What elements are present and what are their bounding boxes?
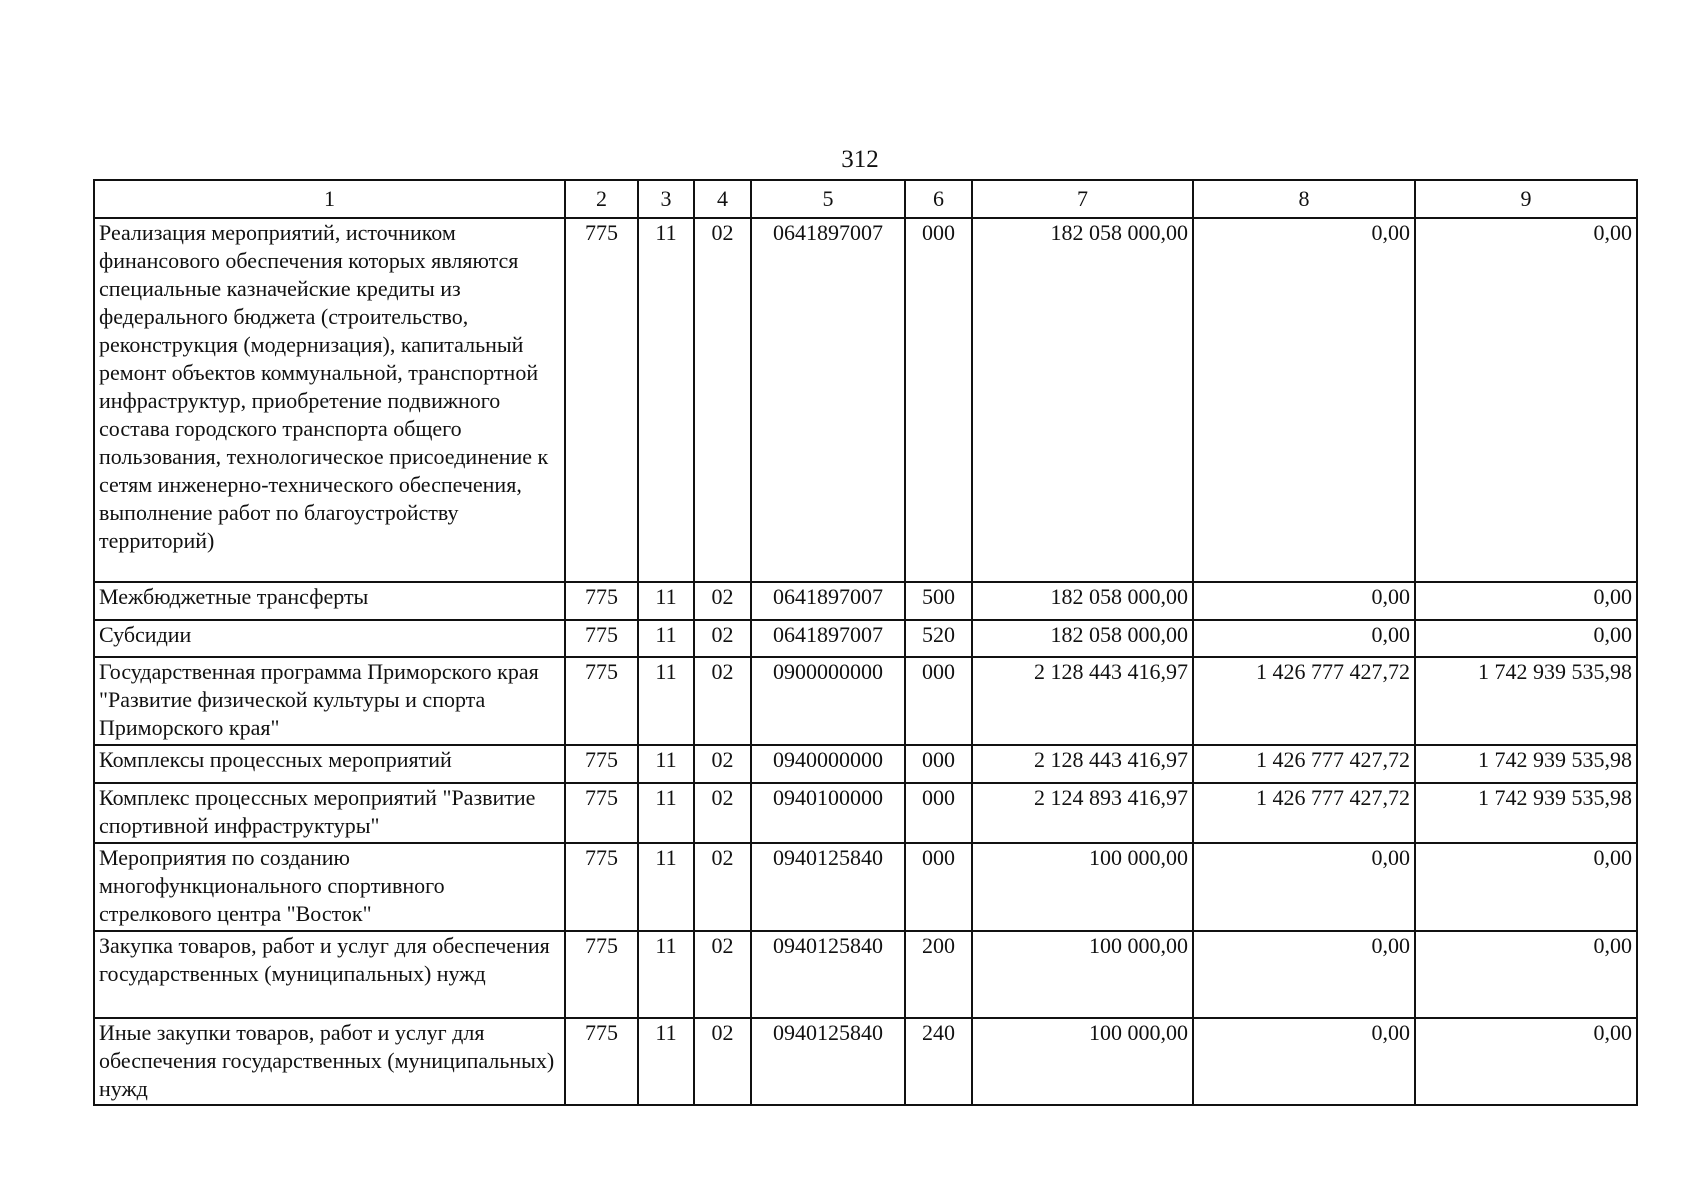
amount-col-8: 0,00 — [1193, 843, 1415, 931]
column-header-2: 2 — [565, 180, 638, 218]
code-section: 11 — [638, 745, 694, 783]
code-target-article: 0641897007 — [751, 218, 905, 582]
code-section: 11 — [638, 843, 694, 931]
table-row — [94, 657, 1637, 745]
code-ministry: 775 — [565, 218, 638, 582]
table-row — [94, 931, 1637, 1018]
code-subsection: 02 — [694, 783, 751, 843]
page-number: 312 — [841, 146, 879, 173]
amount-col-9: 1 742 939 535,98 — [1415, 783, 1637, 843]
column-header-4: 4 — [694, 180, 751, 218]
code-subsection: 02 — [694, 745, 751, 783]
code-subsection: 02 — [694, 657, 751, 745]
amount-col-9: 0,00 — [1415, 582, 1637, 620]
code-expense-type: 200 — [905, 931, 972, 1018]
table-row — [94, 218, 1637, 582]
amount-col-8: 1 426 777 427,72 — [1193, 745, 1415, 783]
amount-col-9: 0,00 — [1415, 218, 1637, 582]
code-section: 11 — [638, 1018, 694, 1105]
column-header-1: 1 — [94, 180, 565, 218]
code-ministry: 775 — [565, 745, 638, 783]
code-subsection: 02 — [694, 218, 751, 582]
column-header-7: 7 — [972, 180, 1193, 218]
code-section: 11 — [638, 657, 694, 745]
table-row — [94, 843, 1637, 931]
code-target-article: 0940125840 — [751, 843, 905, 931]
row-name: Мероприятия по созданию многофункционального спортивного стрелкового центра "Восток" — [94, 843, 565, 931]
column-header-3: 3 — [638, 180, 694, 218]
code-target-article: 0940000000 — [751, 745, 905, 783]
code-target-article: 0940125840 — [751, 1018, 905, 1105]
amount-col-9: 0,00 — [1415, 931, 1637, 1018]
amount-col-7: 100 000,00 — [972, 1018, 1193, 1105]
code-ministry: 775 — [565, 582, 638, 620]
amount-col-7: 2 124 893 416,97 — [972, 783, 1193, 843]
header-row — [94, 180, 1637, 218]
code-subsection: 02 — [694, 1018, 751, 1105]
code-expense-type: 000 — [905, 745, 972, 783]
code-section: 11 — [638, 218, 694, 582]
amount-col-7: 2 128 443 416,97 — [972, 745, 1193, 783]
code-section: 11 — [638, 620, 694, 657]
column-header-8: 8 — [1193, 180, 1415, 218]
amount-col-9: 0,00 — [1415, 620, 1637, 657]
code-subsection: 02 — [694, 582, 751, 620]
code-section: 11 — [638, 582, 694, 620]
code-subsection: 02 — [694, 620, 751, 657]
code-section: 11 — [638, 783, 694, 843]
column-header-5: 5 — [751, 180, 905, 218]
amount-col-7: 100 000,00 — [972, 931, 1193, 1018]
budget-table — [93, 179, 1638, 1106]
code-expense-type: 000 — [905, 657, 972, 745]
code-ministry: 775 — [565, 620, 638, 657]
amount-col-7: 182 058 000,00 — [972, 218, 1193, 582]
amount-col-9: 1 742 939 535,98 — [1415, 657, 1637, 745]
amount-col-8: 0,00 — [1193, 218, 1415, 582]
code-expense-type: 000 — [905, 843, 972, 931]
code-expense-type: 240 — [905, 1018, 972, 1105]
code-target-article: 0641897007 — [751, 582, 905, 620]
table-row — [94, 745, 1637, 783]
row-name: Комплексы процессных мероприятий — [94, 745, 565, 783]
table-row — [94, 783, 1637, 843]
code-expense-type: 000 — [905, 218, 972, 582]
code-subsection: 02 — [694, 931, 751, 1018]
row-name: Закупка товаров, работ и услуг для обеспечения государственных (муниципальных) нужд — [94, 931, 565, 1018]
row-name: Государственная программа Приморского края "Развитие физической культуры и спорта Приморского края" — [94, 657, 565, 745]
amount-col-7: 182 058 000,00 — [972, 620, 1193, 657]
amount-col-8: 0,00 — [1193, 931, 1415, 1018]
code-ministry: 775 — [565, 783, 638, 843]
amount-col-7: 100 000,00 — [972, 843, 1193, 931]
code-expense-type: 000 — [905, 783, 972, 843]
code-ministry: 775 — [565, 931, 638, 1018]
column-header-9: 9 — [1415, 180, 1637, 218]
table-row — [94, 620, 1637, 657]
code-ministry: 775 — [565, 843, 638, 931]
code-target-article: 0641897007 — [751, 620, 905, 657]
code-ministry: 775 — [565, 1018, 638, 1105]
amount-col-8: 1 426 777 427,72 — [1193, 783, 1415, 843]
row-name: Иные закупки товаров, работ и услуг для обеспечения государственных (муниципальных) нужд — [94, 1018, 565, 1105]
amount-col-8: 0,00 — [1193, 620, 1415, 657]
row-name: Субсидии — [94, 620, 565, 657]
table-row — [94, 1018, 1637, 1105]
row-name: Реализация мероприятий, источником финансового обеспечения которых являются специальные казначейские кредиты из федерального бюджета (строительство, реконструкция (модернизация), капитальный ремонт объектов коммунальной, транспортной инфраструктур, приобретение подвижного состава городского транспорта общего пользования, технологическое присоединение к сетям инженерно-технического обеспечения, выполнение работ по благоустройству территорий) — [94, 218, 565, 582]
amount-col-7: 2 128 443 416,97 — [972, 657, 1193, 745]
amount-col-9: 0,00 — [1415, 1018, 1637, 1105]
code-expense-type: 520 — [905, 620, 972, 657]
code-target-article: 0940100000 — [751, 783, 905, 843]
code-target-article: 0900000000 — [751, 657, 905, 745]
code-ministry: 775 — [565, 657, 638, 745]
amount-col-8: 0,00 — [1193, 582, 1415, 620]
code-subsection: 02 — [694, 843, 751, 931]
amount-col-8: 1 426 777 427,72 — [1193, 657, 1415, 745]
row-name: Межбюджетные трансферты — [94, 582, 565, 620]
row-name: Комплекс процессных мероприятий "Развитие спортивной инфраструктуры" — [94, 783, 565, 843]
table-row — [94, 582, 1637, 620]
code-target-article: 0940125840 — [751, 931, 905, 1018]
amount-col-8: 0,00 — [1193, 1018, 1415, 1105]
amount-col-7: 182 058 000,00 — [972, 582, 1193, 620]
amount-col-9: 1 742 939 535,98 — [1415, 745, 1637, 783]
amount-col-9: 0,00 — [1415, 843, 1637, 931]
column-header-6: 6 — [905, 180, 972, 218]
code-section: 11 — [638, 931, 694, 1018]
code-expense-type: 500 — [905, 582, 972, 620]
